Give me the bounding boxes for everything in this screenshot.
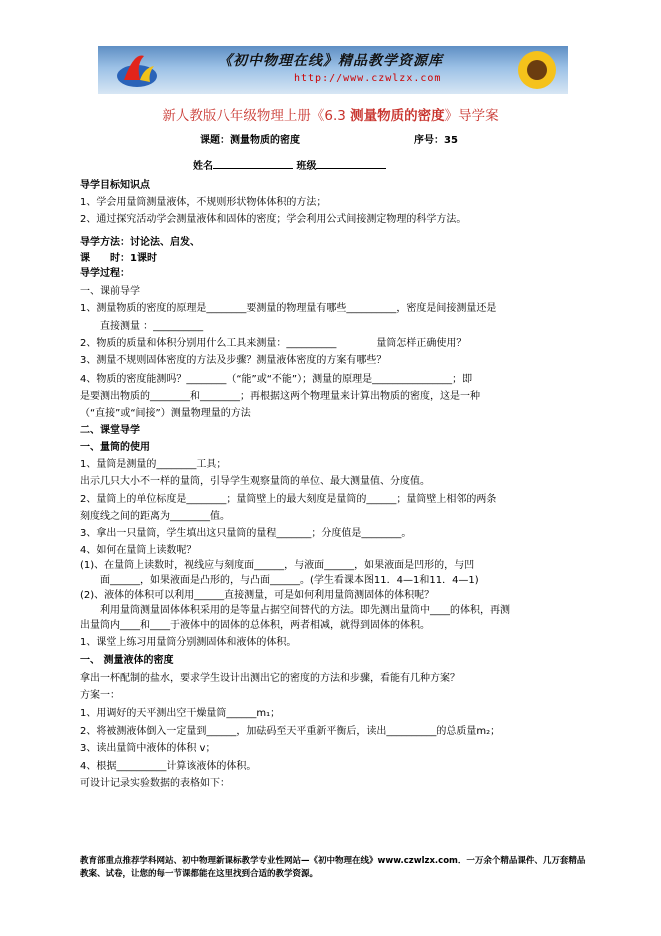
text-line: 1、课堂上练习用量筒分别测固体和液体的体积。 — [80, 637, 297, 648]
text-line: (2)、液体的体积可以利用______直接测量，可是如何利用量筒测固体的体积呢？ — [80, 590, 435, 601]
text-line: 2、将被测液体倒入一定量到______，加砝码至天平重新平衡后，读出__________的总质量m₂； — [80, 726, 501, 737]
topic-row — [200, 134, 300, 147]
text-line: 1、学会用量筒测量液体，不规则形状物体体积的方法； — [80, 197, 327, 208]
text-line: 方案一： — [80, 690, 120, 701]
text-line: 4、如何在量筒上读数呢？ — [80, 545, 197, 556]
text-line: 1、用调好的天平测出空干燥量筒______m₁； — [80, 708, 281, 719]
sequence-label: 序号： — [414, 135, 444, 146]
section-heading: 二、课堂导学 — [80, 425, 140, 436]
text-line: 3、测量不规则固体密度的方法及步骤？测量液体密度的方案有哪些？ — [80, 355, 387, 366]
text-line: 4、物质的密度能测吗？________（“能”或“不能”）；测量的原理是________________；即 — [80, 374, 473, 385]
banner-title: 《初中物理在线》精品教学资源库 — [218, 53, 443, 69]
section-heading: 一、量筒的使用 — [80, 442, 150, 453]
text-line: 3、拿出一只量筒，学生填出这只量筒的量程_______；分度值是________。 — [80, 528, 412, 539]
site-banner — [98, 46, 568, 94]
sequence-row — [414, 134, 458, 147]
text-line: 可设计记录实验数据的表格如下： — [80, 778, 230, 789]
text-line: 一、课前导学 — [80, 286, 140, 297]
site-logo-icon — [114, 50, 160, 90]
page-footer: 教育部重点推荐学科网站、初中物理新课标教学专业性网站—《初中物理在线》www.czwlzx.com．一万余个精品课件、几万套精品教案、试卷，让您的每一节课都能在这里找到合适的教学资源。 — [80, 856, 586, 879]
method-line: 导学方法：讨论法、启发、 — [80, 237, 200, 248]
class-blank — [316, 157, 386, 169]
text-line: 是要测出物质的________和________；再根据这两个物理量来计算出物质的密度，这是一种 — [80, 391, 480, 402]
class-label: 班级 — [296, 161, 317, 172]
text-line: 4、根据__________计算该液体的体积。 — [80, 761, 257, 772]
section-heading: 导学目标知识点 — [80, 180, 150, 191]
text-line: 出示几只大小不一样的量筒，引导学生观察量筒的单位、最大测量值、分度值。 — [80, 476, 430, 487]
title-suffix: 》导学案 — [444, 108, 499, 124]
text-line: 2、量筒上的单位标度是________；量筒壁上的最大刻度是量筒的______；量筒壁上相邻的两条 — [80, 494, 497, 505]
sequence-value: 35 — [444, 135, 458, 146]
text-line: 1、测量物质的密度的原理是________要测量的物理量有哪些__________，密度是间接测量还是 — [80, 303, 497, 314]
name-label: 姓名 — [193, 161, 213, 172]
text-line: 3、读出量筒中液体的体积 v； — [80, 743, 216, 754]
banner-url: http://www.czwlzx.com — [294, 73, 442, 84]
text-line: 利用量筒测量固体体积采用的是等量占据空间替代的方法。即先测出量筒中____的体积，再测 — [80, 605, 510, 616]
document-title — [0, 104, 661, 124]
text-line: 刻度线之间的距离为________值。 — [80, 511, 230, 522]
name-blank — [213, 157, 293, 169]
text-line: 2、通过探究活动学会测量液体和固体的密度；学会利用公式间接测定物理的科学方法。 — [80, 214, 467, 225]
section-heading: 一、 测量液体的密度 — [80, 655, 174, 666]
period-line: 课 时：1课时 — [80, 253, 157, 264]
name-class-row — [193, 157, 386, 173]
text-line: 直接测量 ：__________ — [80, 321, 204, 332]
text-line: 出量筒内____和____于液体中的固体的总体积，两者相减，就得到固体的体积。 — [80, 620, 430, 631]
text-line: 2、物质的质量和体积分别用什么工具来测量：__________ 量筒怎样正确使用？ — [80, 338, 467, 349]
sunflower-icon — [514, 48, 560, 92]
section-heading: 导学过程： — [80, 268, 130, 279]
text-line: 面______，如果液面是凸形的，与凸面______。(学生看课本图11．4—1和11．4—1) — [80, 575, 479, 586]
text-line: 拿出一杯配制的盐水，要求学生设计出测出它的密度的方法和步骤，看能有几种方案？ — [80, 673, 460, 684]
text-line: （“直接”或“间接”）测量物理量的方法 — [80, 408, 251, 419]
topic-label: 课题： — [200, 135, 230, 146]
title-prefix: 新人教版八年级物理上册《6.3 — [162, 108, 351, 124]
text-line: 1、量筒是测量的________工具； — [80, 459, 227, 470]
topic-value: 测量物质的密度 — [230, 135, 300, 146]
text-line: (1)、在量筒上读数时，视线应与刻度面______，与液面______，如果液面是凹形的，与凹 — [80, 560, 475, 571]
title-topic: 测量物质的密度 — [350, 108, 445, 124]
